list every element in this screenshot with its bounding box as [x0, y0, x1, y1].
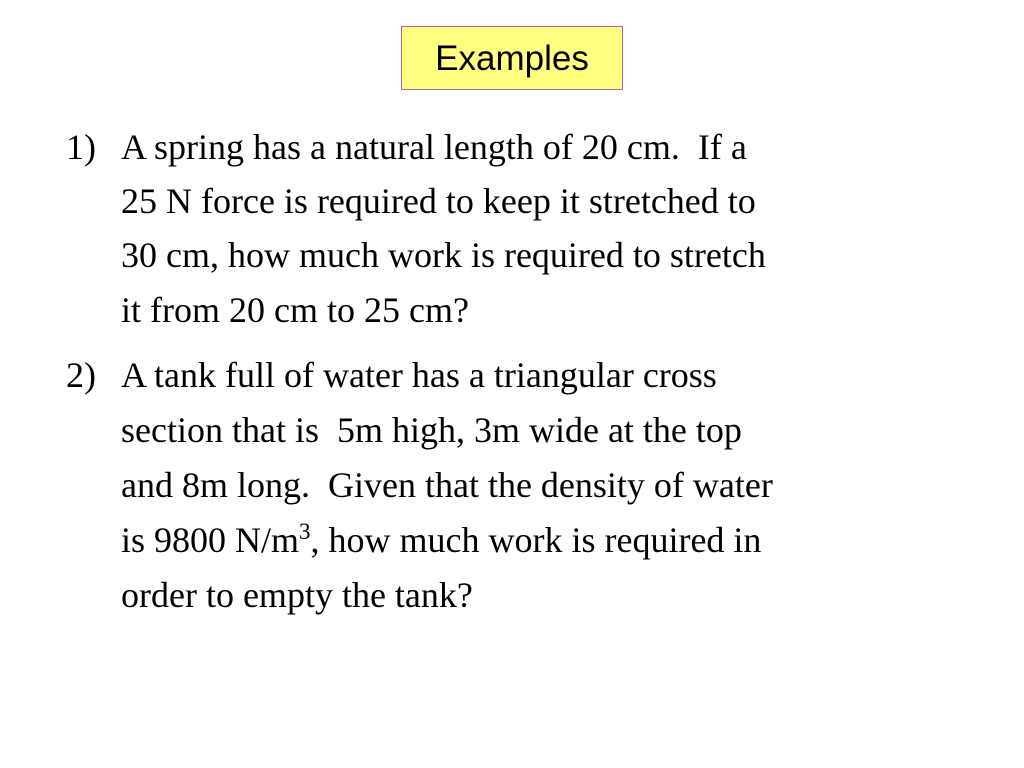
- example-text-line: it from 20 cm to 25 cm?: [121, 290, 469, 330]
- slide-title-box: [401, 26, 623, 90]
- example-text-line: 25 N force is required to keep it stretched to: [121, 181, 756, 221]
- example-number: 2): [66, 355, 96, 395]
- example-text-line: A tank full of water has a triangular cross: [121, 355, 717, 395]
- exponent: 3: [299, 519, 311, 544]
- example-text-line-with-superscript: [121, 519, 762, 560]
- density-text: is 9800 N/m: [121, 520, 300, 560]
- example-text-line: 30 cm, how much work is required to stretch: [121, 235, 766, 275]
- example-number: 1): [66, 127, 96, 167]
- slide-title: Examples: [435, 38, 589, 78]
- density-text-continued: , how much work is required in: [310, 520, 762, 560]
- example-text-line: section that is 5m high, 3m wide at the top: [121, 410, 742, 450]
- example-text-line: A spring has a natural length of 20 cm. If a: [121, 127, 747, 167]
- example-text-line: and 8m long. Given that the density of water: [121, 465, 773, 505]
- example-text-line: order to empty the tank?: [121, 575, 473, 615]
